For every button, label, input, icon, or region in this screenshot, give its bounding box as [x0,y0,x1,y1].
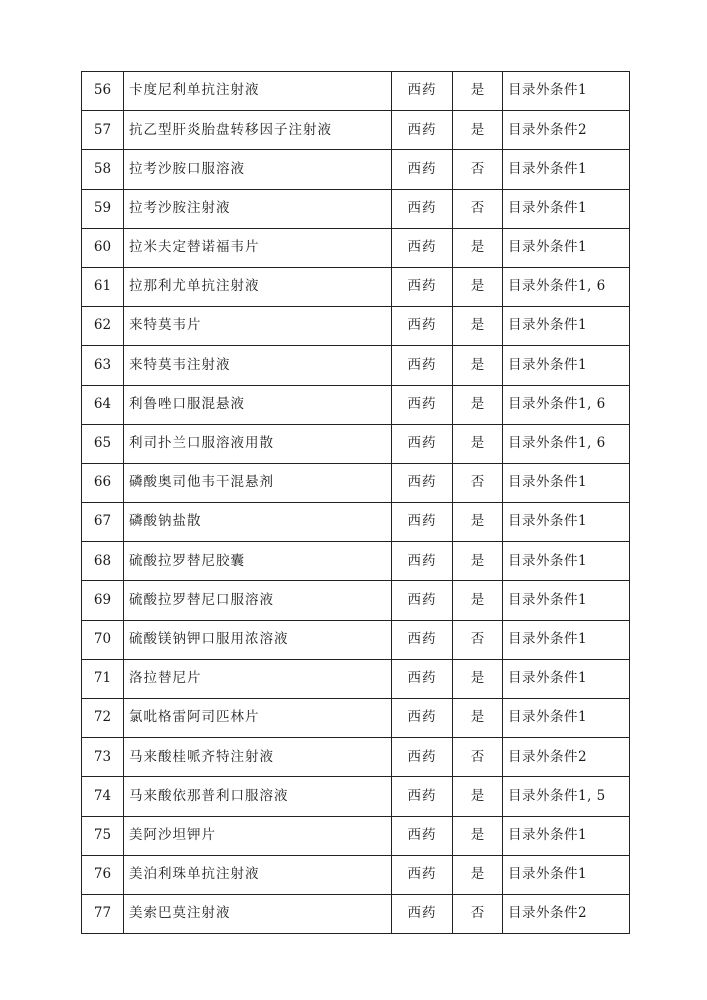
condition-text: 目录外条件1, 5 [503,777,630,816]
table-row [82,463,630,502]
condition-text: 目录外条件1 [503,228,630,267]
flag-value: 是 [453,659,503,698]
row-number: 58 [82,150,124,189]
condition-text: 目录外条件1 [503,620,630,659]
condition-text: 目录外条件1 [503,699,630,738]
table-row [82,659,630,698]
condition-text: 目录外条件2 [503,738,630,777]
drug-category: 西药 [392,463,453,502]
flag-value: 是 [453,267,503,306]
row-number: 69 [82,581,124,620]
condition-text: 目录外条件1, 6 [503,385,630,424]
flag-value: 是 [453,816,503,855]
drug-name: 拉考沙胺口服溶液 [124,150,392,189]
table-row [82,307,630,346]
table-row [82,894,630,933]
condition-text: 目录外条件2 [503,111,630,150]
drug-category: 西药 [392,150,453,189]
flag-value: 是 [453,385,503,424]
row-number: 70 [82,620,124,659]
flag-value: 是 [453,424,503,463]
drug-name: 拉那利尤单抗注射液 [124,267,392,306]
drug-name: 卡度尼利单抗注射液 [124,72,392,111]
flag-value: 是 [453,228,503,267]
drug-name: 硫酸拉罗替尼口服溶液 [124,581,392,620]
row-number: 76 [82,855,124,894]
table-row [82,424,630,463]
drug-category: 西药 [392,111,453,150]
flag-value: 是 [453,581,503,620]
row-number: 77 [82,894,124,933]
row-number: 71 [82,659,124,698]
table-row [82,228,630,267]
drug-name: 氯吡格雷阿司匹林片 [124,699,392,738]
condition-text: 目录外条件1 [503,150,630,189]
flag-value: 是 [453,542,503,581]
drug-category: 西药 [392,307,453,346]
flag-value: 是 [453,503,503,542]
drug-name: 利鲁唑口服混悬液 [124,385,392,424]
condition-text: 目录外条件1, 6 [503,424,630,463]
row-number: 75 [82,816,124,855]
row-number: 57 [82,111,124,150]
flag-value: 是 [453,777,503,816]
row-number: 74 [82,777,124,816]
drug-category: 西药 [392,424,453,463]
flag-value: 否 [453,150,503,189]
flag-value: 否 [453,738,503,777]
condition-text: 目录外条件1 [503,307,630,346]
table-row [82,189,630,228]
drug-name: 美泊利珠单抗注射液 [124,855,392,894]
row-number: 62 [82,307,124,346]
drug-name: 美索巴莫注射液 [124,894,392,933]
table-row [82,385,630,424]
drug-category: 西药 [392,503,453,542]
table-row [82,150,630,189]
flag-value: 否 [453,894,503,933]
drug-category: 西药 [392,738,453,777]
flag-value: 是 [453,307,503,346]
condition-text: 目录外条件2 [503,894,630,933]
drug-category: 西药 [392,659,453,698]
drug-list-body [82,72,630,934]
drug-category: 西药 [392,189,453,228]
table-row [82,855,630,894]
flag-value: 是 [453,111,503,150]
table-row [82,267,630,306]
row-number: 67 [82,503,124,542]
condition-text: 目录外条件1 [503,581,630,620]
drug-list-table [81,71,630,934]
drug-name: 拉米夫定替诺福韦片 [124,228,392,267]
drug-name: 抗乙型肝炎胎盘转移因子注射液 [124,111,392,150]
drug-name: 来特莫韦注射液 [124,346,392,385]
table-row [82,777,630,816]
row-number: 56 [82,72,124,111]
table-row [82,72,630,111]
drug-category: 西药 [392,699,453,738]
drug-name: 洛拉替尼片 [124,659,392,698]
drug-category: 西药 [392,581,453,620]
drug-category: 西药 [392,267,453,306]
drug-category: 西药 [392,777,453,816]
table-row [82,620,630,659]
row-number: 60 [82,228,124,267]
row-number: 73 [82,738,124,777]
row-number: 59 [82,189,124,228]
drug-name: 拉考沙胺注射液 [124,189,392,228]
row-number: 65 [82,424,124,463]
drug-name: 马来酸桂哌齐特注射液 [124,738,392,777]
drug-category: 西药 [392,855,453,894]
table-row [82,111,630,150]
row-number: 72 [82,699,124,738]
drug-category: 西药 [392,346,453,385]
flag-value: 是 [453,855,503,894]
row-number: 68 [82,542,124,581]
flag-value: 是 [453,346,503,385]
condition-text: 目录外条件1, 6 [503,267,630,306]
condition-text: 目录外条件1 [503,542,630,581]
drug-name: 利司扑兰口服溶液用散 [124,424,392,463]
flag-value: 是 [453,699,503,738]
drug-name: 磷酸奥司他韦干混悬剂 [124,463,392,502]
condition-text: 目录外条件1 [503,346,630,385]
drug-category: 西药 [392,542,453,581]
drug-name: 来特莫韦片 [124,307,392,346]
condition-text: 目录外条件1 [503,72,630,111]
drug-category: 西药 [392,894,453,933]
table-row [82,738,630,777]
table-row [82,816,630,855]
drug-category: 西药 [392,385,453,424]
flag-value: 是 [453,72,503,111]
drug-category: 西药 [392,816,453,855]
drug-name: 硫酸拉罗替尼胶囊 [124,542,392,581]
table-row [82,503,630,542]
condition-text: 目录外条件1 [503,463,630,502]
condition-text: 目录外条件1 [503,816,630,855]
table-row [82,699,630,738]
table-row [82,542,630,581]
row-number: 64 [82,385,124,424]
flag-value: 否 [453,189,503,228]
drug-name: 磷酸钠盐散 [124,503,392,542]
flag-value: 否 [453,620,503,659]
row-number: 66 [82,463,124,502]
drug-category: 西药 [392,228,453,267]
drug-name: 硫酸镁钠钾口服用浓溶液 [124,620,392,659]
condition-text: 目录外条件1 [503,659,630,698]
drug-category: 西药 [392,72,453,111]
drug-name: 马来酸依那普利口服溶液 [124,777,392,816]
condition-text: 目录外条件1 [503,189,630,228]
drug-category: 西药 [392,620,453,659]
flag-value: 否 [453,463,503,502]
table-row [82,581,630,620]
condition-text: 目录外条件1 [503,503,630,542]
row-number: 63 [82,346,124,385]
row-number: 61 [82,267,124,306]
condition-text: 目录外条件1 [503,855,630,894]
table-row [82,346,630,385]
drug-name: 美阿沙坦钾片 [124,816,392,855]
